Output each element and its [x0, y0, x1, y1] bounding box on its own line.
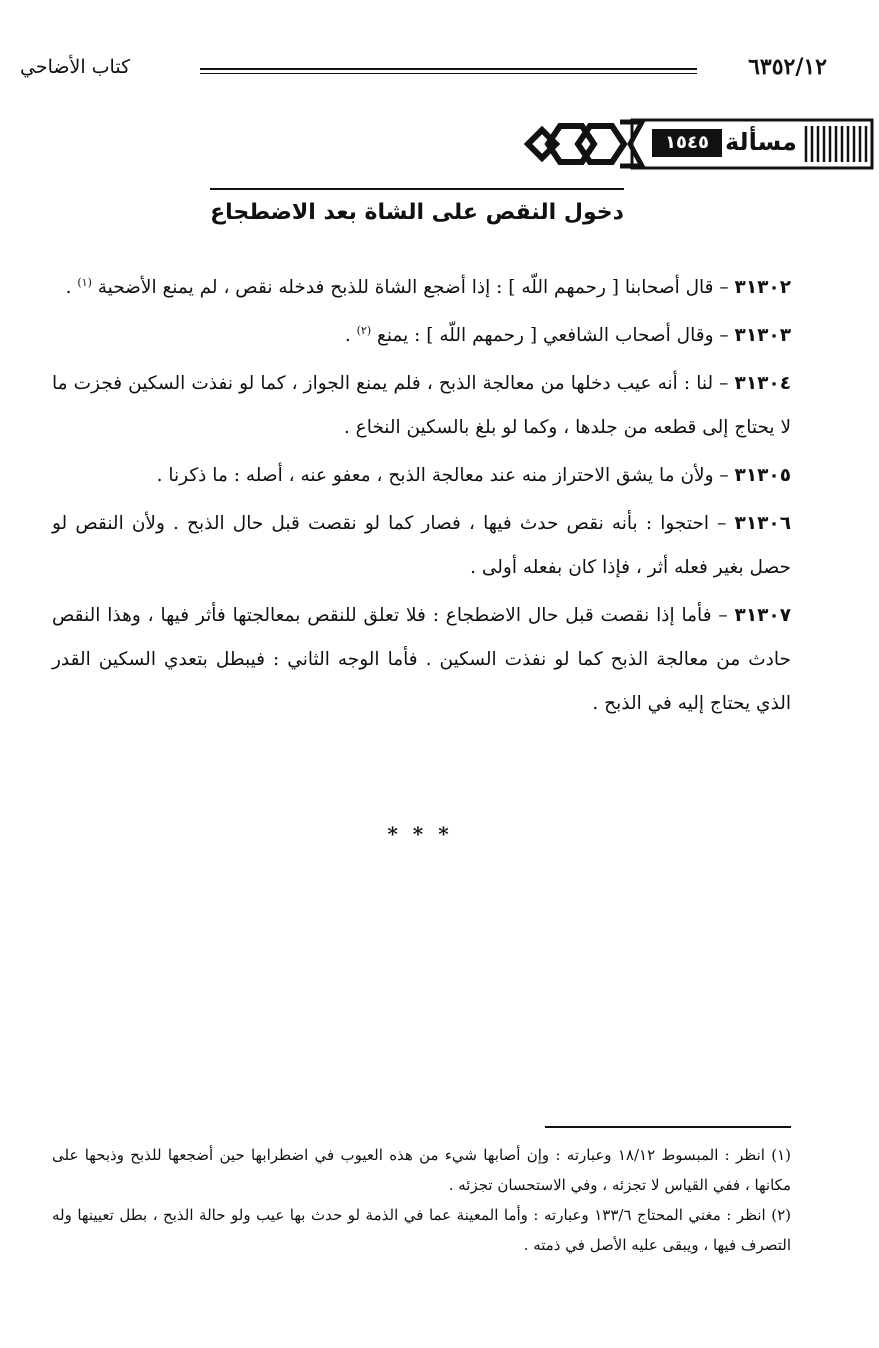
paragraph: [52, 314, 791, 358]
paragraph-text: – قال أصحابنا [ رحمهم اللّه ] : إذا أضجع الشاة للذبح فدخله نقص ، لم يمنع الأضحية: [91, 277, 735, 298]
paragraph-text: – احتجوا : بأنه نقص حدث فيها ، فصار كما لو نقصت قبل حال الذبح . ولأن النقص لو حصل بغير فعله أثر ، فإذا كان بفعله أولى .: [52, 513, 791, 578]
chapter-title: دخول النقص على الشاة بعد الاضطجاع: [210, 200, 624, 225]
paragraph-number: ٣١٣٠٦: [734, 513, 791, 534]
paragraph-number: ٣١٣٠٤: [734, 373, 791, 394]
footnote-ref[interactable]: (٢): [356, 323, 372, 337]
header-rule: [200, 68, 697, 74]
paragraph-tail: .: [65, 277, 78, 298]
paragraph: [52, 362, 791, 450]
footnote: (١) انظر : المبسوط ١٨/١٢ وعبارته : وإن أصابها شيء من هذه العيوب في اضطرابها حين أضجعها للذبح وذبحها على مكانها ، ففي القياس لا تجزئه ، وفي الاستحسان تجزئه .: [52, 1146, 792, 1194]
footnote-rule: [545, 1126, 791, 1128]
paragraph: [52, 502, 791, 590]
chapter-rule: [210, 188, 624, 190]
paragraph-text: – لنا : أنه عيب دخلها من معالجة الذبح ، فلم يمنع الجواز ، كما لو نفذت السكين فجزت ما لا يحتاج إلى قطعه من جلدها ، وكما لو بلغ بالسكين النخاع .: [52, 373, 791, 438]
body-text: [52, 266, 791, 730]
paragraph-number: ٣١٣٠٧: [734, 605, 791, 626]
paragraph-number: ٣١٣٠٢: [734, 277, 791, 298]
footnote: (٢) انظر : مغني المحتاج ١٣٣/٦ وعبارته : وأما المعينة عما في الذمة لو حدث بها عيب ولو حالة الذبح ، بطل تعيينها وله التصرف فيها ، ويبقى عليه الأصل في ذمته .: [52, 1206, 792, 1254]
paragraph-number: ٣١٣٠٣: [734, 325, 791, 346]
paragraph: [52, 454, 791, 498]
paragraph-text: – وقال أصحاب الشافعي [ رحمهم اللّه ] : يمنع: [371, 325, 735, 346]
masala-label: مسألة: [725, 128, 797, 156]
book-title: كتاب الأضاحي: [20, 56, 131, 78]
paragraph: [52, 266, 791, 310]
section-separator: * * *: [387, 822, 453, 846]
masala-number: ١٥٤٥: [652, 129, 722, 157]
chapter-heading: [210, 188, 624, 225]
footnote-ref[interactable]: (١): [77, 275, 92, 289]
paragraph-text: – فأما إذا نقصت قبل حال الاضطجاع : فلا تعلق للنقص بمعالجتها فأثر فيها ، وهذا النقص حادث من معالجة الذبح كما لو نفذت السكين . فأما الوجه الثاني : فيبطل بتعدي السكين القدر الذي يحتاج إليه في الذبح .: [52, 605, 791, 714]
paragraph-number: ٣١٣٠٥: [734, 465, 791, 486]
paragraph-text: – ولأن ما يشق الاحتراز منه عند معالجة الذبح ، معفو عنه ، أصله : ما ذكرنا .: [156, 465, 735, 486]
paragraph-tail: .: [344, 325, 357, 346]
paragraph: [52, 594, 791, 726]
footnotes: [52, 1140, 791, 1260]
running-header: [20, 52, 827, 92]
page-number: ٦٣٥٢/١٢: [748, 54, 827, 80]
masala-banner: [520, 112, 879, 176]
